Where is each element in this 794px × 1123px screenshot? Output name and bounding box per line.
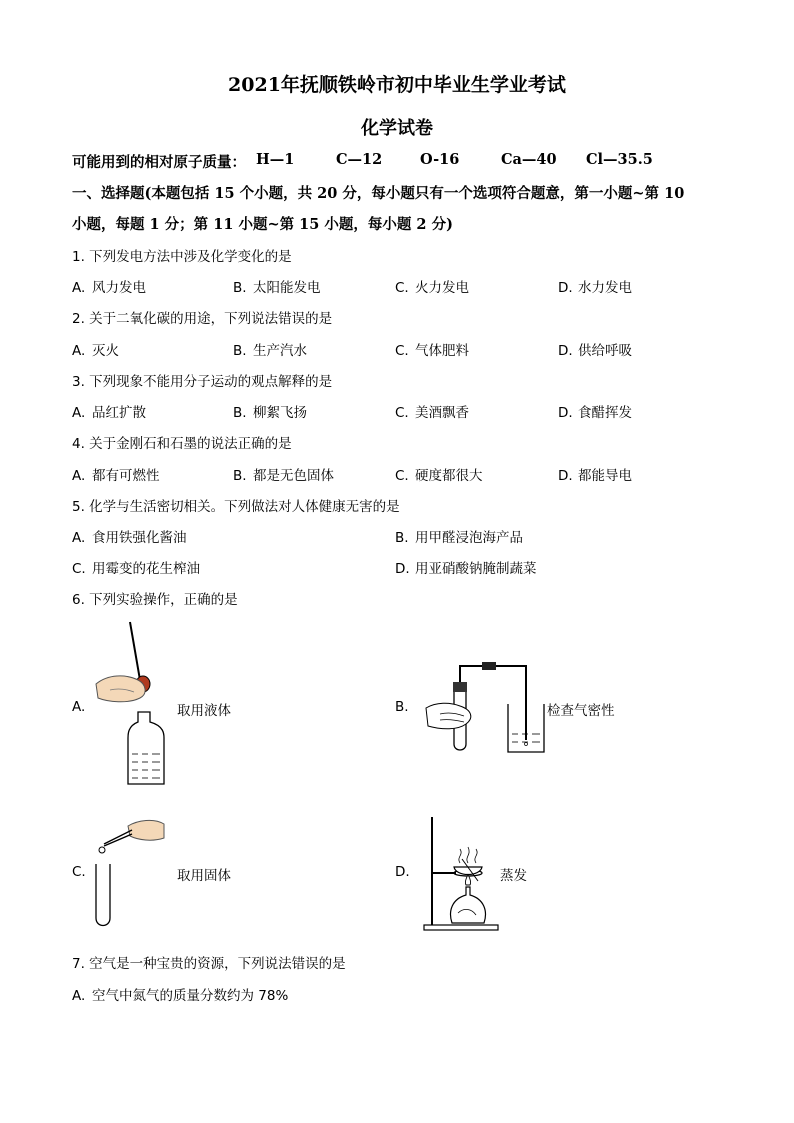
q3-option-a: A. 品红扩散: [72, 405, 146, 421]
q4-option-d: D. 都能导电: [558, 468, 632, 484]
q2-option-d: D. 供给呼吸: [558, 343, 632, 359]
exam-subtitle: 化学试卷: [361, 118, 433, 139]
exam-title: 2021年抚顺铁岭市初中毕业生学业考试: [228, 74, 566, 96]
mass-h: H—1: [256, 151, 295, 168]
q1-option-a: A. 风力发电: [72, 280, 146, 296]
q6-option-d-label: 蒸发: [500, 868, 527, 884]
q1-option-d: D. 水力发电: [558, 280, 632, 296]
q7-option-a: A. 空气中氮气的质量分数约为 78%: [72, 988, 289, 1004]
q2-option-a: A. 灭火: [72, 343, 119, 359]
airtightness-figure: [420, 658, 548, 758]
q1-option-b: B. 太阳能发电: [233, 280, 321, 296]
evaporation-figure: [422, 815, 500, 931]
q2-option-c: C. 气体肥料: [395, 343, 469, 359]
q6-option-c-label: 取用固体: [177, 868, 231, 884]
q3-option-c: C. 美酒飘香: [395, 405, 469, 421]
q3-option-d: D. 食醋挥发: [558, 405, 632, 421]
q2-option-b: B. 生产汽水: [233, 343, 307, 359]
q6-option-a-letter: A.: [72, 699, 86, 715]
q6-option-b-letter: B.: [395, 699, 409, 715]
q6-option-c-letter: C.: [72, 864, 86, 880]
q4-option-c: C. 硬度都很大: [395, 468, 483, 484]
question-5-stem: 5. 化学与生活密切相关。下列做法对人体健康无害的是: [72, 499, 400, 515]
q5-option-a: A. 食用铁强化酱油: [72, 530, 187, 546]
q6-option-a-label: 取用液体: [177, 703, 231, 719]
question-6-stem: 6. 下列实验操作，正确的是: [72, 592, 238, 608]
question-2-stem: 2. 关于二氧化碳的用途，下列说法错误的是: [72, 311, 333, 327]
question-1-stem: 1. 下列发电方法中涉及化学变化的是: [72, 249, 292, 265]
tweezers-tube-figure: [92, 810, 168, 930]
mass-c: C—12: [336, 151, 383, 168]
mass-cl: Cl—35.5: [586, 151, 653, 168]
q6-option-b-label: 检查气密性: [547, 703, 615, 719]
q3-option-b: B. 柳絮飞扬: [233, 405, 307, 421]
mass-ca: Ca—40: [501, 151, 557, 168]
q5-option-d: D. 用亚硝酸钠腌制蔬菜: [395, 561, 537, 577]
dropper-bottle-figure: [92, 618, 176, 788]
q6-option-d-letter: D.: [395, 864, 410, 880]
q1-option-c: C. 火力发电: [395, 280, 469, 296]
question-3-stem: 3. 下列现象不能用分子运动的观点解释的是: [72, 374, 333, 390]
q4-option-a: A. 都有可燃性: [72, 468, 160, 484]
question-7-stem: 7. 空气是一种宝贵的资源，下列说法错误的是: [72, 956, 346, 972]
section-heading-line2: 小题，每题 1 分；第 11 小题~第 15 小题，每小题 2 分): [72, 216, 453, 233]
q5-option-c: C. 用霉变的花生榨油: [72, 561, 200, 577]
q5-option-b: B. 用甲醛浸泡海产品: [395, 530, 523, 546]
q4-option-b: B. 都是无色固体: [233, 468, 334, 484]
mass-o: O-16: [420, 151, 460, 168]
question-4-stem: 4. 关于金刚石和石墨的说法正确的是: [72, 436, 292, 452]
section-heading-line1: 一、选择题(本题包括 15 个小题，共 20 分，每小题只有一个选项符合题意，第一小题~第 10: [72, 185, 685, 202]
atomic-masses-label: 可能用到的相对原子质量：: [72, 154, 246, 171]
